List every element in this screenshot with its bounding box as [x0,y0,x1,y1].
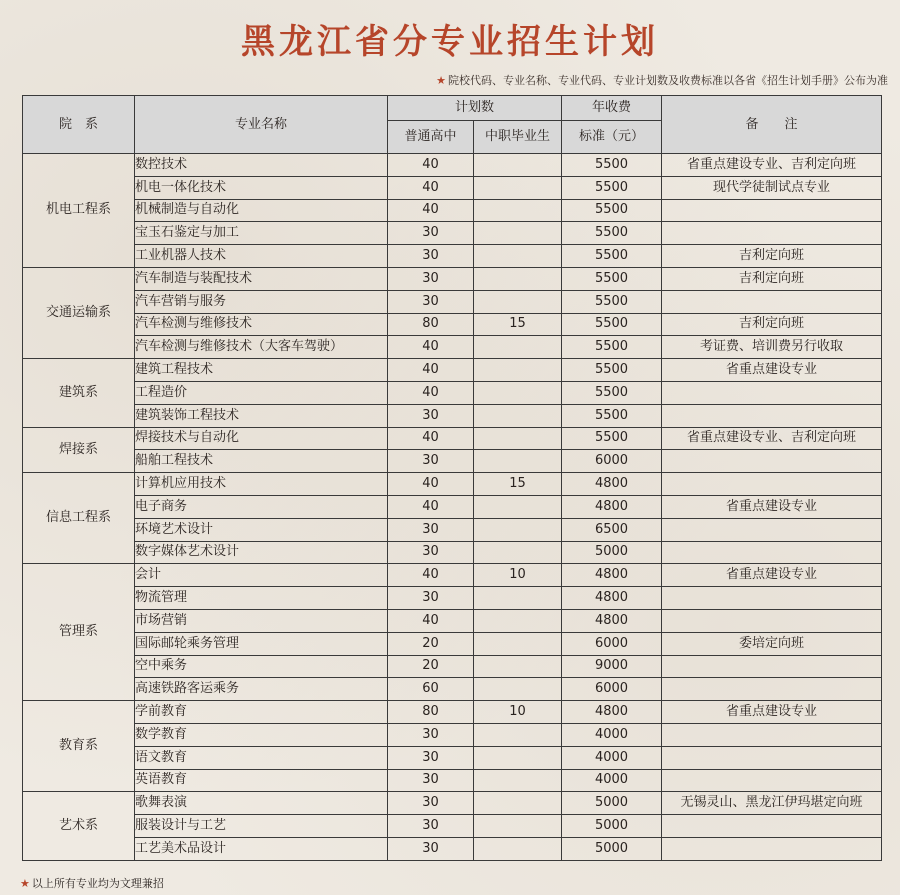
table-row [23,518,882,541]
table-row [23,450,882,473]
plan-high-cell: 40 [388,336,474,359]
plan-high-cell: 30 [388,815,474,838]
plan-voc-cell [474,746,562,769]
major-cell: 市场营销 [135,609,388,632]
note-cell: 现代学徒制试点专业 [662,176,882,199]
plan-high-cell: 40 [388,176,474,199]
major-cell: 建筑装饰工程技术 [135,404,388,427]
dept-cell: 机电工程系 [23,154,135,268]
plan-voc-cell [474,450,562,473]
table-row [23,723,882,746]
fee-cell: 5500 [562,336,662,359]
dept-cell: 建筑系 [23,359,135,427]
fee-cell: 5500 [562,427,662,450]
note-cell [662,655,882,678]
table-row [23,473,882,496]
major-cell: 国际邮轮乘务管理 [135,632,388,655]
plan-high-cell: 20 [388,655,474,678]
note-cell: 省重点建设专业、吉利定向班 [662,154,882,177]
table-row [23,701,882,724]
note-cell [662,222,882,245]
fee-cell: 4000 [562,723,662,746]
plan-high-cell: 30 [388,541,474,564]
table-row [23,290,882,313]
table-row [23,154,882,177]
plan-high-cell: 30 [388,518,474,541]
fee-cell: 5500 [562,381,662,404]
star-icon: ★ [436,74,446,87]
table-row [23,587,882,610]
plan-high-cell: 40 [388,154,474,177]
major-cell: 汽车制造与装配技术 [135,267,388,290]
table-row [23,336,882,359]
plan-high-cell: 30 [388,404,474,427]
note-cell [662,746,882,769]
plan-high-cell: 30 [388,245,474,268]
major-cell: 电子商务 [135,495,388,518]
plan-high-cell: 40 [388,199,474,222]
plan-voc-cell [474,518,562,541]
header-major: 专业名称 [135,96,388,154]
note-cell: 吉利定向班 [662,313,882,336]
plan-high-cell: 30 [388,769,474,792]
fee-cell: 5000 [562,792,662,815]
note-cell [662,450,882,473]
bottom-note-text: 以上所有专业均为文理兼招 [31,877,164,890]
fee-cell: 6500 [562,518,662,541]
fee-cell: 5500 [562,199,662,222]
plan-high-cell: 30 [388,290,474,313]
plan-high-cell: 40 [388,495,474,518]
note-cell [662,723,882,746]
major-cell: 机电一体化技术 [135,176,388,199]
table-row [23,564,882,587]
plan-high-cell: 80 [388,701,474,724]
table-row [23,769,882,792]
major-cell: 英语教育 [135,769,388,792]
plan-voc-cell: 10 [474,564,562,587]
fee-cell: 6000 [562,678,662,701]
plan-high-cell: 30 [388,222,474,245]
major-cell: 物流管理 [135,587,388,610]
note-cell [662,381,882,404]
fee-cell: 5500 [562,267,662,290]
major-cell: 汽车检测与维修技术 [135,313,388,336]
plan-high-cell: 40 [388,381,474,404]
plan-high-cell: 40 [388,609,474,632]
major-cell: 工业机器人技术 [135,245,388,268]
major-cell: 汽车营销与服务 [135,290,388,313]
table-row [23,245,882,268]
note-cell [662,290,882,313]
fee-cell: 9000 [562,655,662,678]
table-row [23,746,882,769]
star-icon: ★ [20,877,30,890]
table-row [23,792,882,815]
plan-voc-cell [474,655,562,678]
plan-voc-cell: 15 [474,313,562,336]
plan-voc-cell [474,495,562,518]
plan-voc-cell [474,359,562,382]
major-cell: 汽车检测与维修技术（大客车驾驶） [135,336,388,359]
fee-cell: 4800 [562,473,662,496]
plan-voc-cell [474,632,562,655]
table-row [23,632,882,655]
note-cell: 省重点建设专业 [662,564,882,587]
table-row [23,404,882,427]
plan-voc-cell [474,199,562,222]
plan-voc-cell: 15 [474,473,562,496]
plan-voc-cell [474,245,562,268]
plan-voc-cell [474,769,562,792]
note-cell [662,587,882,610]
table-row [23,199,882,222]
plan-voc-cell [474,678,562,701]
table-row [23,176,882,199]
plan-voc-cell [474,404,562,427]
note-cell [662,837,882,860]
fee-cell: 5500 [562,222,662,245]
top-note-text: 院校代码、专业名称、专业代码、专业计划数及收费标准以各省《招生计划手册》公布为准 [448,74,888,87]
major-cell: 会计 [135,564,388,587]
header-dept: 院 系 [23,96,135,154]
plan-voc-cell [474,723,562,746]
table-row [23,678,882,701]
major-cell: 工艺美术品设计 [135,837,388,860]
table-row [23,815,882,838]
fee-cell: 5500 [562,290,662,313]
fee-cell: 5500 [562,176,662,199]
note-cell [662,518,882,541]
plan-high-cell: 30 [388,746,474,769]
table-row [23,313,882,336]
table-row [23,222,882,245]
dept-cell: 交通运输系 [23,267,135,358]
table-row [23,609,882,632]
fee-cell: 6000 [562,450,662,473]
plan-high-cell: 40 [388,473,474,496]
plan-high-cell: 40 [388,564,474,587]
table-row [23,837,882,860]
top-note [436,72,888,88]
major-cell: 空中乘务 [135,655,388,678]
fee-cell: 6000 [562,632,662,655]
plan-high-cell: 40 [388,427,474,450]
plan-voc-cell: 10 [474,701,562,724]
header-fee-bottom: 标准（元） [562,121,662,154]
note-cell: 省重点建设专业 [662,701,882,724]
fee-cell: 5500 [562,154,662,177]
plan-voc-cell [474,176,562,199]
dept-cell: 焊接系 [23,427,135,473]
bottom-note [20,875,164,891]
table-row [23,359,882,382]
major-cell: 焊接技术与自动化 [135,427,388,450]
note-cell [662,404,882,427]
major-cell: 高速铁路客运乘务 [135,678,388,701]
fee-cell: 4800 [562,564,662,587]
note-cell [662,678,882,701]
note-cell: 省重点建设专业 [662,495,882,518]
plan-voc-cell [474,154,562,177]
major-cell: 建筑工程技术 [135,359,388,382]
note-cell: 吉利定向班 [662,245,882,268]
plan-voc-cell [474,222,562,245]
plan-voc-cell [474,290,562,313]
plan-voc-cell [474,792,562,815]
fee-cell: 4800 [562,609,662,632]
note-cell [662,473,882,496]
table-row [23,267,882,290]
major-cell: 学前教育 [135,701,388,724]
fee-cell: 5000 [562,815,662,838]
major-cell: 工程造价 [135,381,388,404]
header-plan-high: 普通高中 [388,121,474,154]
dept-cell: 管理系 [23,564,135,701]
note-cell: 省重点建设专业 [662,359,882,382]
table-body [23,154,882,861]
major-cell: 歌舞表演 [135,792,388,815]
fee-cell: 4800 [562,587,662,610]
plan-voc-cell [474,609,562,632]
major-cell: 环境艺术设计 [135,518,388,541]
note-cell [662,199,882,222]
header-note: 备 注 [662,96,882,154]
fee-cell: 4000 [562,746,662,769]
plan-high-cell: 60 [388,678,474,701]
fee-cell: 5500 [562,404,662,427]
fee-cell: 4000 [562,769,662,792]
plan-high-cell: 30 [388,723,474,746]
major-cell: 数控技术 [135,154,388,177]
note-cell: 无锡灵山、黑龙江伊玛堪定向班 [662,792,882,815]
note-cell [662,815,882,838]
major-cell: 数学教育 [135,723,388,746]
table-row [23,655,882,678]
header-plan: 计划数 [388,96,562,121]
note-cell [662,769,882,792]
plan-high-cell: 30 [388,450,474,473]
plan-voc-cell [474,541,562,564]
major-cell: 语文教育 [135,746,388,769]
plan-voc-cell [474,815,562,838]
fee-cell: 4800 [562,701,662,724]
dept-cell: 教育系 [23,701,135,792]
plan-high-cell: 40 [388,359,474,382]
plan-high-cell: 30 [388,837,474,860]
fee-cell: 5500 [562,245,662,268]
major-cell: 数字媒体艺术设计 [135,541,388,564]
plan-high-cell: 30 [388,792,474,815]
fee-cell: 5000 [562,837,662,860]
plan-high-cell: 20 [388,632,474,655]
fee-cell: 5500 [562,359,662,382]
table-row [23,427,882,450]
major-cell: 船舶工程技术 [135,450,388,473]
fee-cell: 4800 [562,495,662,518]
plan-high-cell: 80 [388,313,474,336]
note-cell [662,609,882,632]
note-cell: 考证费、培训费另行收取 [662,336,882,359]
major-cell: 服装设计与工艺 [135,815,388,838]
note-cell: 委培定向班 [662,632,882,655]
fee-cell: 5000 [562,541,662,564]
enrollment-plan-table [22,95,882,861]
plan-voc-cell [474,837,562,860]
note-cell [662,541,882,564]
dept-cell: 信息工程系 [23,473,135,564]
plan-high-cell: 30 [388,267,474,290]
table-row [23,495,882,518]
major-cell: 机械制造与自动化 [135,199,388,222]
plan-voc-cell [474,427,562,450]
header-plan-voc: 中职毕业生 [474,121,562,154]
header-fee-top: 年收费 [562,96,662,121]
plan-voc-cell [474,587,562,610]
note-cell: 省重点建设专业、吉利定向班 [662,427,882,450]
major-cell: 计算机应用技术 [135,473,388,496]
page-title: 黑龙江省分专业招生计划 [241,22,659,62]
plan-voc-cell [474,381,562,404]
plan-high-cell: 30 [388,587,474,610]
plan-voc-cell [474,267,562,290]
dept-cell: 艺术系 [23,792,135,860]
major-cell: 宝玉石鉴定与加工 [135,222,388,245]
plan-voc-cell [474,336,562,359]
table-row [23,541,882,564]
note-cell: 吉利定向班 [662,267,882,290]
fee-cell: 5500 [562,313,662,336]
table-row [23,381,882,404]
